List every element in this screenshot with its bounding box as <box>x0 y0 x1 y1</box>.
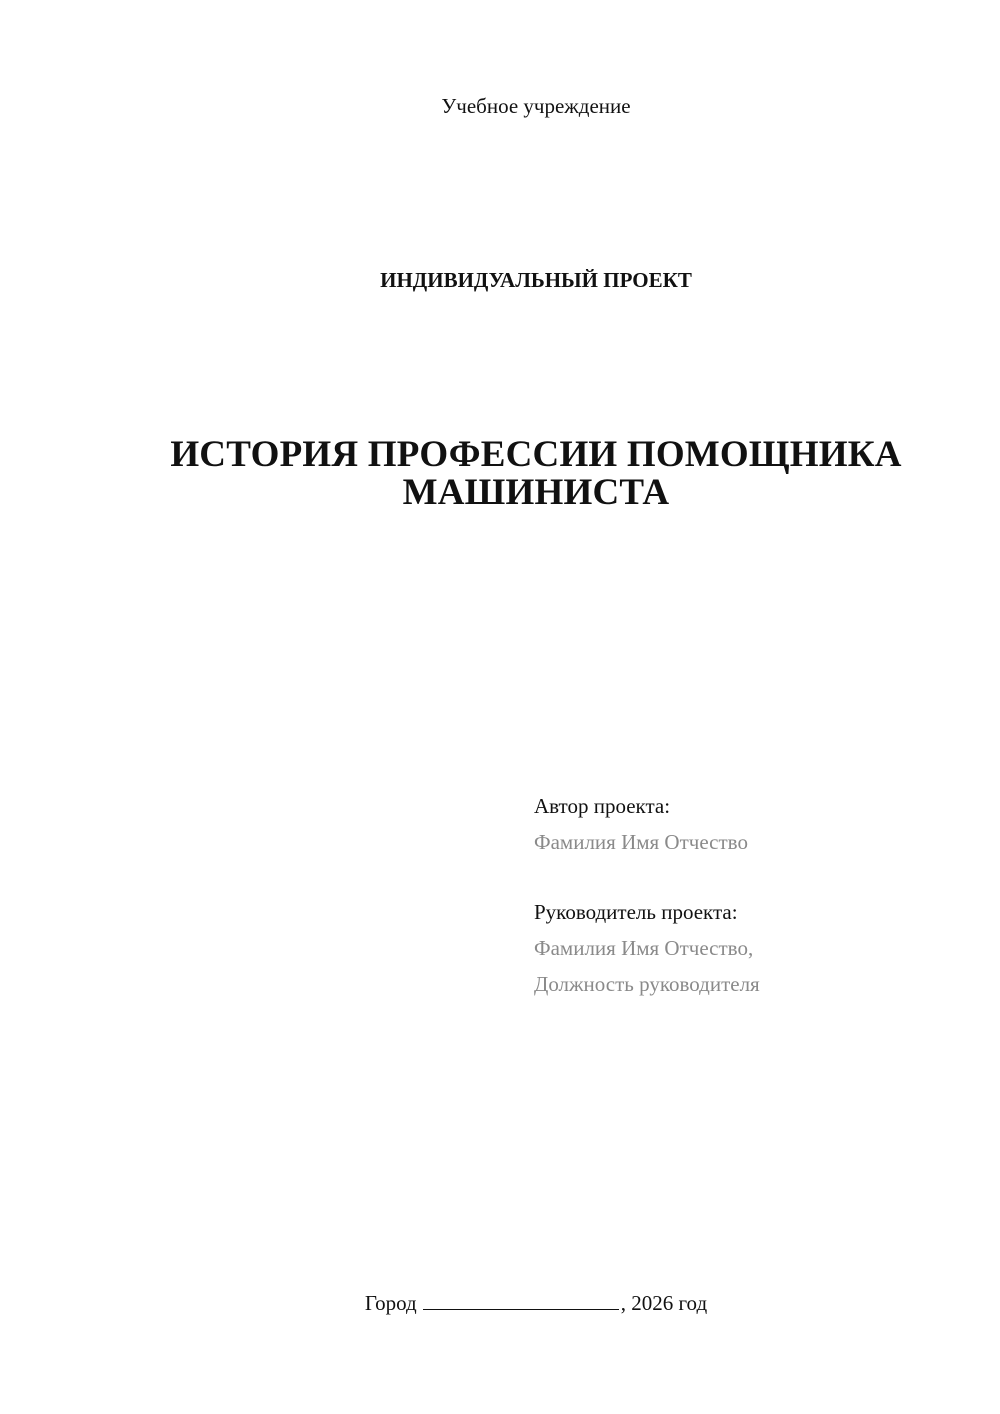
supervisor-name-placeholder: Фамилия Имя Отчество, <box>534 936 754 960</box>
supervisor-position-placeholder: Должность руководителя <box>534 972 760 996</box>
author-label: Автор проекта: <box>534 794 671 818</box>
project-title <box>100 436 972 512</box>
institution-name: Учебное учреждение <box>441 94 631 118</box>
supervisor-label: Руководитель проекта: <box>534 900 738 924</box>
city-label: Город <box>364 1291 417 1315</box>
author-name-placeholder: Фамилия Имя Отчество <box>534 830 748 854</box>
city-year-line <box>0 1289 1000 1317</box>
city-blank-underline <box>423 1289 619 1310</box>
meta-spacer <box>534 860 974 894</box>
project-type-heading: ИНДИВИДУАЛЬНЫЙ ПРОЕКТ <box>380 268 692 292</box>
project-meta <box>534 788 974 1002</box>
project-title-line-1: ИСТОРИЯ ПРОФЕССИИ ПОМОЩНИКА <box>170 434 902 475</box>
project-title-line-2: МАШИНИСТА <box>402 472 670 513</box>
year-text: , 2026 год <box>620 1291 708 1315</box>
